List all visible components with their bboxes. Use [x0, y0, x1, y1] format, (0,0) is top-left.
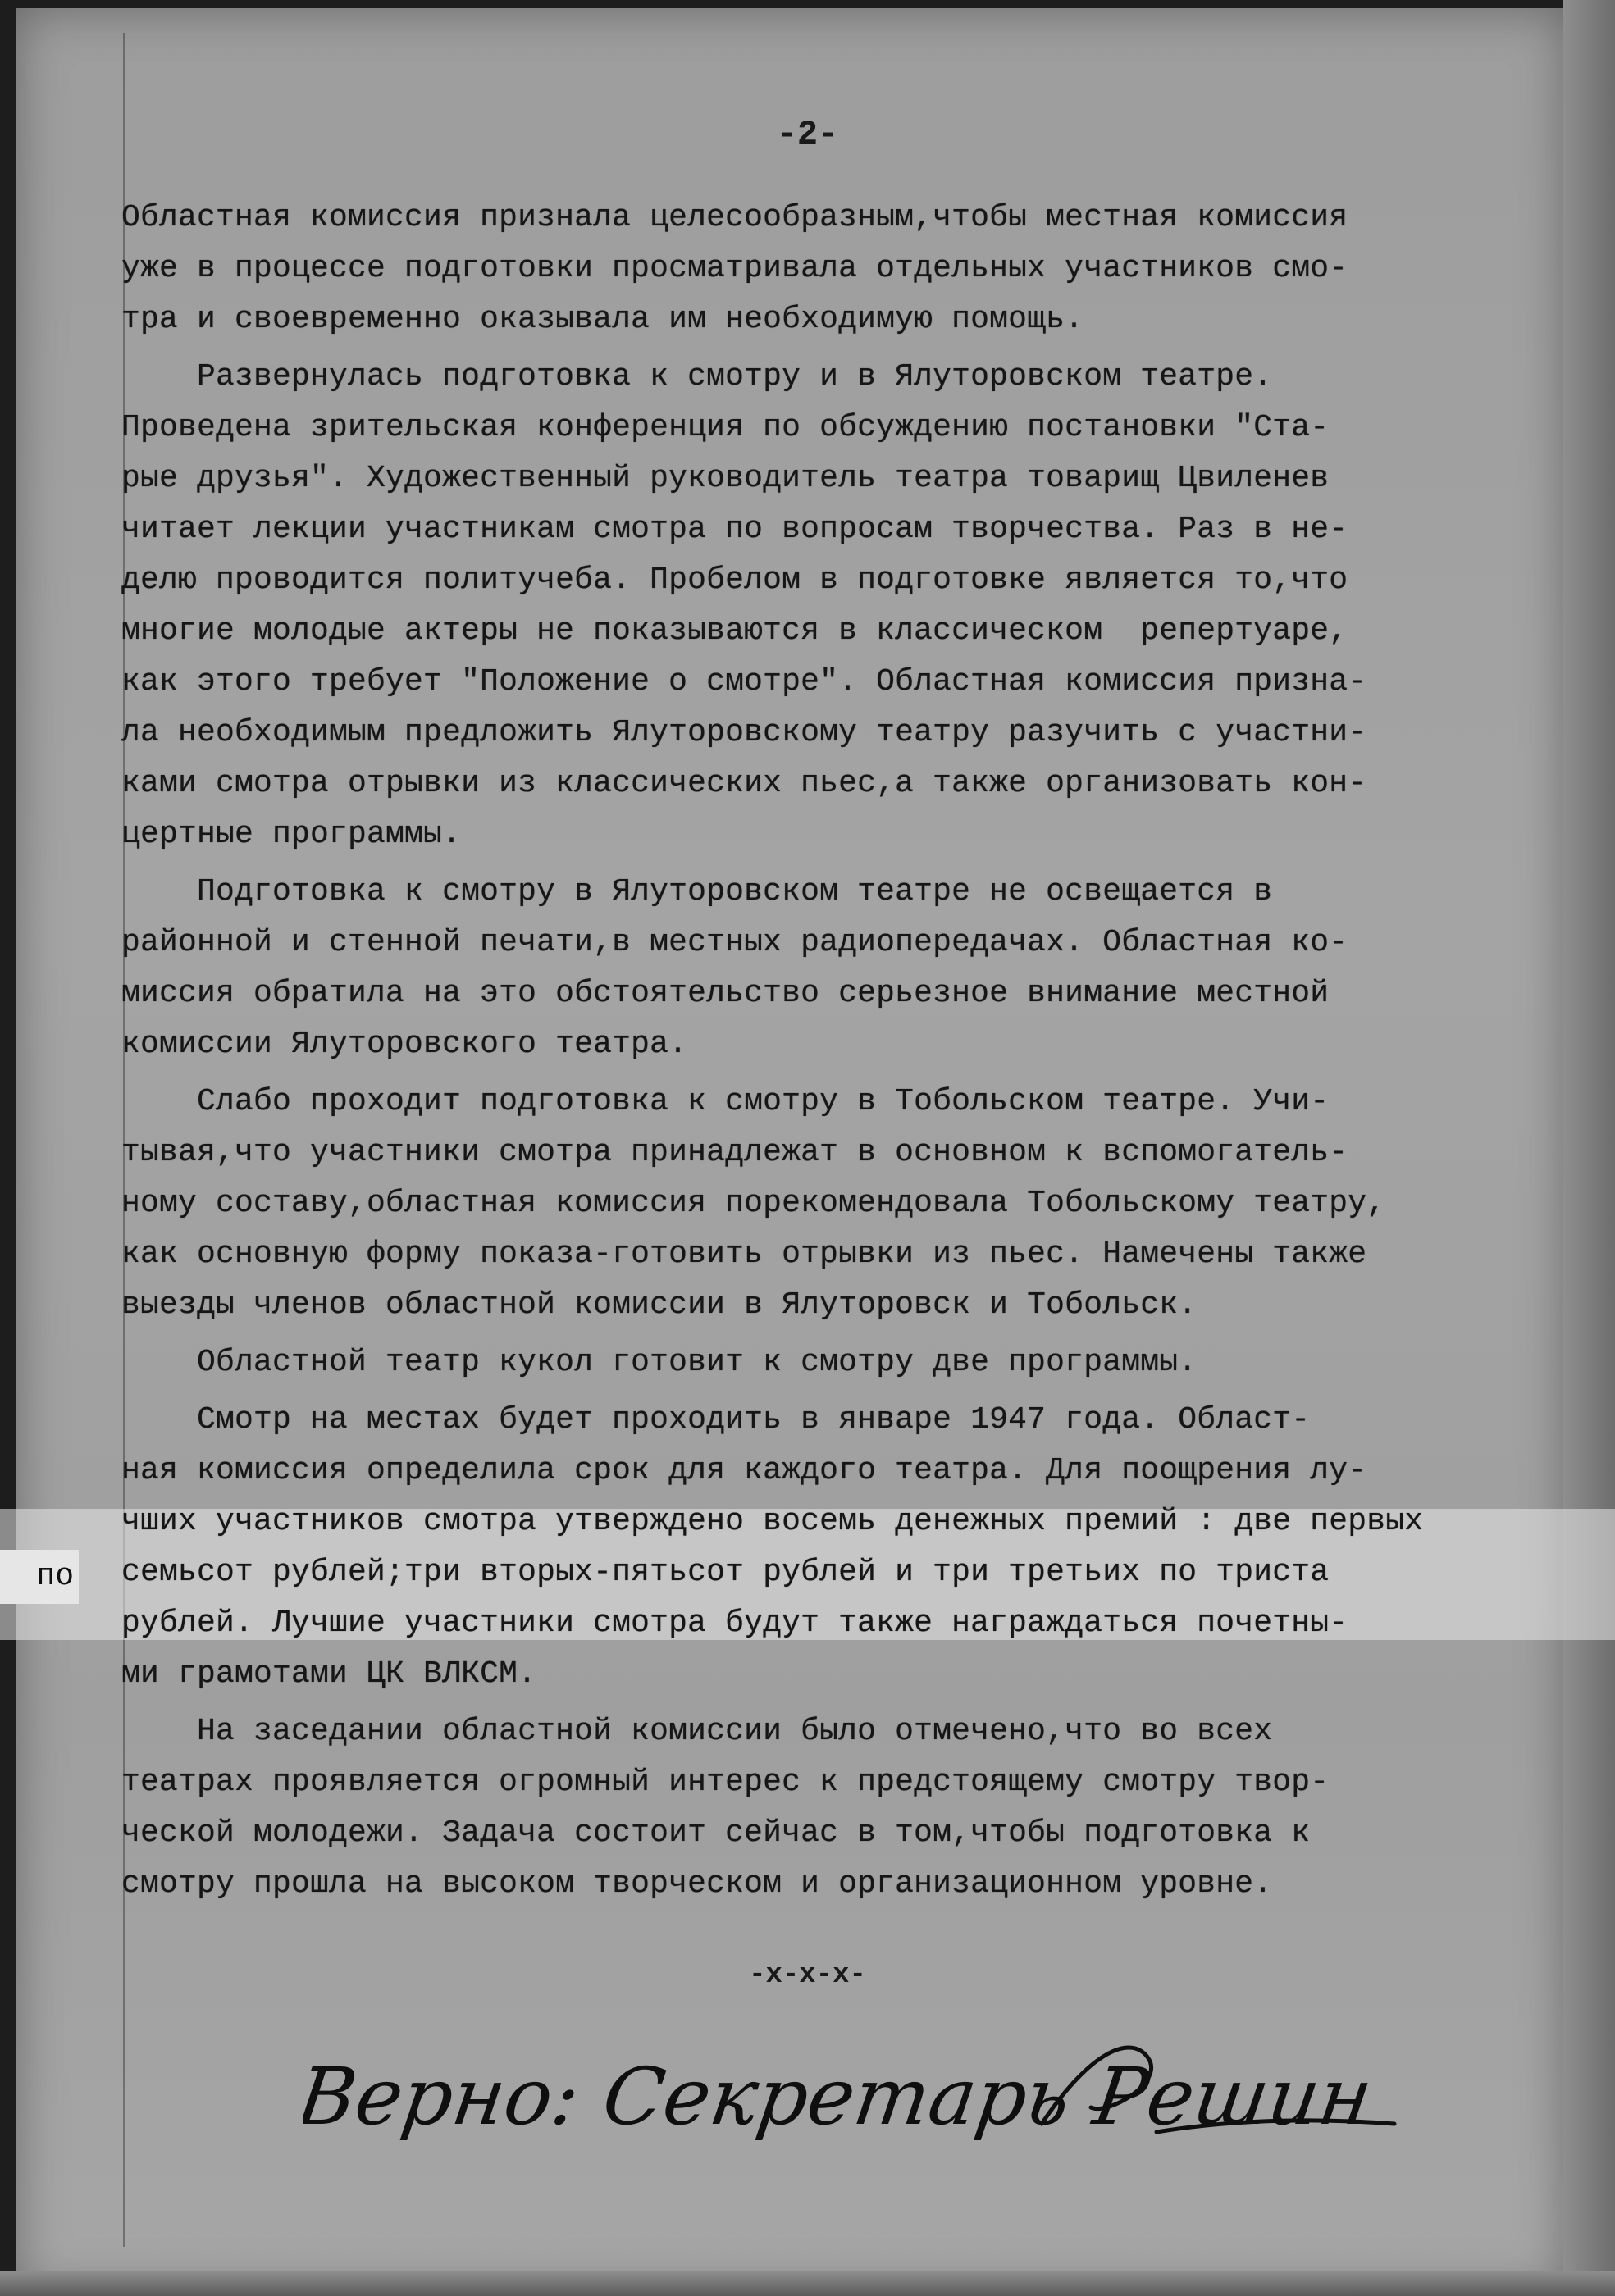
page-number: -2- [776, 115, 839, 154]
paragraph-gap [121, 1388, 1532, 1395]
text-line: Смотр на местах будет проходить в январе 1947 года. Област- [121, 1402, 1311, 1437]
paragraph [121, 1395, 1532, 1700]
text-line: многие молодые актеры не показываются в классическом репертуаре, [121, 613, 1348, 649]
document-body [121, 193, 1532, 1910]
text-line: Развернулась подготовка к смотру и в Ялуторовском театре. [121, 359, 1273, 394]
text-line: как основную форму показа-готовить отрывки из пьес. Намечены также [121, 1237, 1367, 1272]
text-line: ному составу,областная комиссия порекомендовала Тобольскому театру, [121, 1186, 1386, 1221]
signature-text: Верно: Секретарь Решин [303, 2050, 1378, 2143]
margin-note: по [0, 1550, 79, 1604]
text-line: семьсот рублей;три вторых-пятьсот рублей и три третьих по триста [121, 1555, 1330, 1590]
text-line: комиссии Ялуторовского театра. [121, 1027, 688, 1062]
text-line: ми грамотами ЦК ВЛКСМ. [121, 1656, 537, 1692]
paragraph [121, 867, 1532, 1070]
text-line: Областная комиссия признала целесообразным,чтобы местная комиссия [121, 200, 1348, 235]
scan-right-margin [1563, 0, 1615, 2296]
paragraph [121, 193, 1532, 345]
text-line: смотру прошла на высоком творческом и организационном уровне. [121, 1866, 1273, 1902]
text-line: театрах проявляется огромный интерес к предстоящему смотру твор- [121, 1765, 1330, 1800]
text-line: ками смотра отрывки из классических пьес,а также организовать кон- [121, 766, 1367, 801]
text-line: уже в процессе подготовки просматривала отдельных участников смо- [121, 251, 1348, 286]
scan-bottom-edge [0, 2271, 1615, 2296]
handwritten-signature [303, 2001, 1411, 2198]
paragraph [121, 1706, 1532, 1910]
text-line: выезды членов областной комиссии в Ялуторовск и Тобольск. [121, 1287, 1198, 1323]
paragraph-gap [121, 1070, 1532, 1077]
section-separator: -x-x-x- [749, 1960, 866, 1991]
text-line: На заседании областной комиссии было отмечено,что во всех [121, 1714, 1273, 1749]
text-line: цертные программы. [121, 817, 462, 852]
text-line: миссия обратила на это обстоятельство серьезное внимание местной [121, 976, 1330, 1011]
text-line: тывая,что участники смотра принадлежат в основном к вспомогатель- [121, 1135, 1348, 1170]
paragraph-gap [121, 1700, 1532, 1706]
text-line: ная комиссия определила срок для каждого театра. Для поощрения лу- [121, 1453, 1367, 1488]
paragraph [121, 1077, 1532, 1331]
text-line: читает лекции участникам смотра по вопросам творчества. Раз в не- [121, 512, 1348, 547]
text-line: ла необходимым предложить Ялуторовскому театру разучить с участни- [121, 715, 1367, 750]
text-line: как этого требует "Положение о смотре". Областная комиссия призна- [121, 664, 1367, 699]
text-line: Слабо проходит подготовка к смотру в Тобольском театре. Учи- [121, 1084, 1330, 1119]
text-line: ческой молодежи. Задача состоит сейчас в том,чтобы подготовка к [121, 1815, 1311, 1851]
text-line: рублей. Лучшие участники смотра будут также награждаться почетны- [121, 1606, 1348, 1641]
text-line: делю проводится политучеба. Пробелом в подготовке является то,что [121, 563, 1348, 598]
text-line: Подготовка к смотру в Ялуторовском театре не освещается в [121, 874, 1273, 909]
paragraph [121, 352, 1532, 860]
text-line: рые друзья". Художественный руководитель театра товарищ Цвиленев [121, 461, 1330, 496]
text-line: чших участников смотра утверждено восемь денежных премий : две первых [121, 1504, 1424, 1539]
paragraph-gap [121, 1331, 1532, 1337]
text-line: тра и своевременно оказывала им необходимую помощь. [121, 302, 1084, 337]
paragraph-gap [121, 860, 1532, 867]
text-line: Проведена зрительская конференция по обсуждению постановки "Ста- [121, 410, 1330, 445]
paragraph [121, 1337, 1532, 1388]
text-line: Областной театр кукол готовит к смотру две программы. [121, 1345, 1198, 1380]
signature-drawing [303, 2001, 1411, 2198]
paragraph-gap [121, 345, 1532, 352]
text-line: районной и стенной печати,в местных радиопередачах. Областная ко- [121, 925, 1348, 960]
